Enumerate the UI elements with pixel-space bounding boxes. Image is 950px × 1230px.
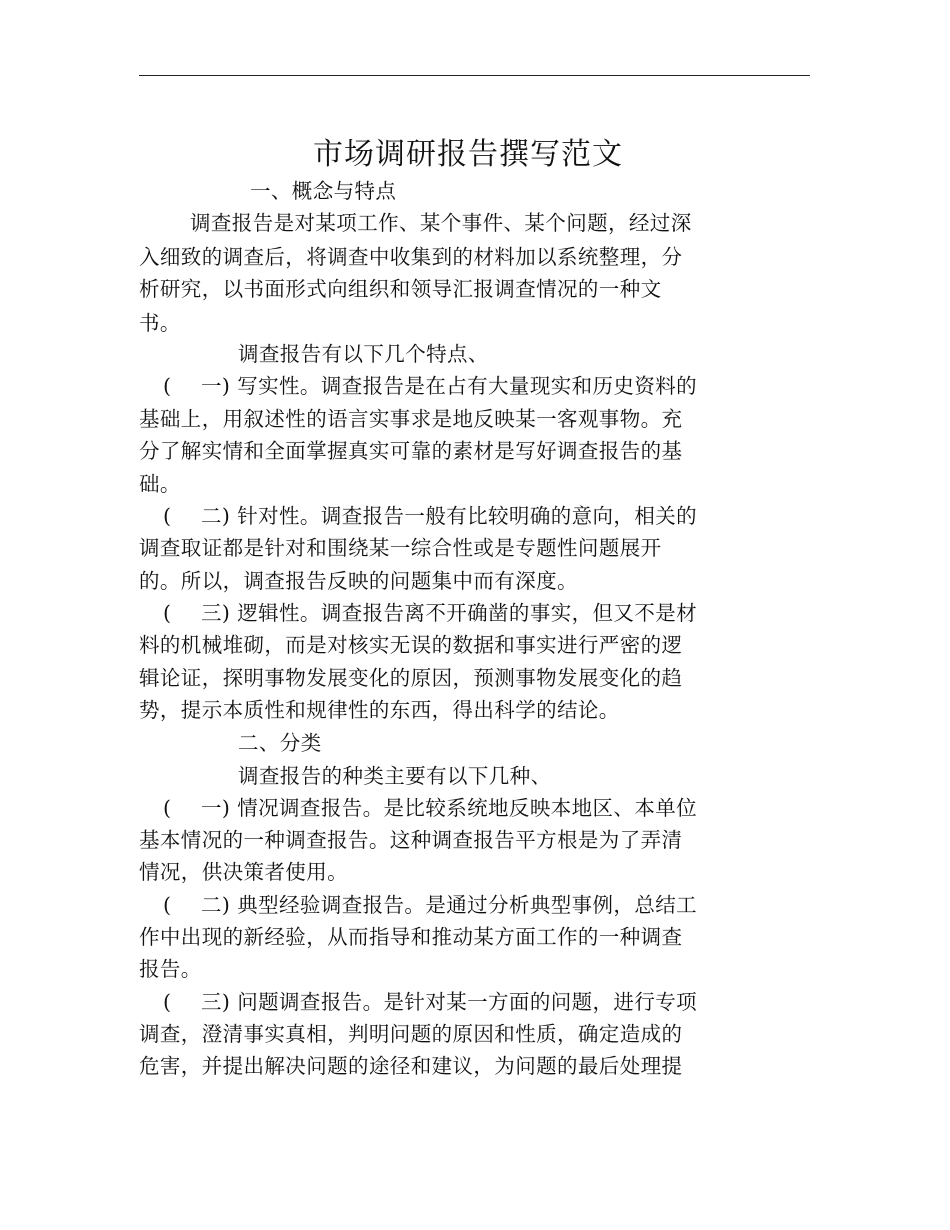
list-item-first-line [163, 987, 697, 1017]
item-number: ( 三) [163, 601, 231, 625]
page-title: 市场调研报告撰写范文 [313, 137, 623, 172]
paragraph-line: 调查，澄清事实真相，判明问题的原因和性质，确定造成的 [139, 1022, 683, 1046]
paragraph-line: 危害，并提出解决问题的途径和建议，为问题的最后处理提 [139, 1054, 683, 1078]
paragraph-line: 基础上，用叙述性的语言实事求是地反映某一客观事物。充 [139, 407, 683, 431]
item-text: 针对性。调查报告一般有比较明确的意向，相关的 [237, 504, 698, 528]
paragraph-line: 情况，供决策者使用。 [139, 860, 348, 884]
item-number: ( 二) [163, 893, 231, 917]
list-item-first-line [163, 598, 697, 628]
paragraph-line: 分了解实情和全面掌握真实可靠的素材是写好调查报告的基 [139, 439, 683, 463]
paragraph-line: 础。 [139, 472, 181, 496]
item-number: ( 二) [163, 504, 231, 528]
paragraph-line: 调查报告是对某项工作、某个事件、某个问题，经过深 [190, 211, 692, 235]
paragraph-line: 料的机械堆砌，而是对核实无误的数据和事实进行严密的逻 [139, 633, 683, 657]
item-number: ( 一) [163, 374, 231, 398]
item-text: 逻辑性。调查报告离不开确凿的事实，但又不是材 [237, 601, 698, 625]
item-number: ( 一) [163, 796, 231, 820]
paragraph-line: 入细致的调查后，将调查中收集到的材料加以系统整理，分 [139, 245, 683, 269]
item-text: 典型经验调查报告。是通过分析典型事例，总结工 [237, 893, 698, 917]
section-intro-2: 调查报告的种类主要有以下几种、 [238, 764, 552, 788]
section-heading-1: 一、概念与特点 [250, 179, 397, 203]
paragraph-line: 报告。 [139, 957, 202, 981]
paragraph-line: 书。 [139, 311, 181, 335]
paragraph-line: 的。所以，调查报告反映的问题集中而有深度。 [139, 569, 578, 593]
paragraph-line: 析研究，以书面形式向组织和领导汇报调查情况的一种文 [139, 277, 662, 301]
list-item-first-line [163, 793, 697, 823]
paragraph-line: 势，提示本质性和规律性的东西，得出科学的结论。 [139, 698, 620, 722]
paragraph-line: 调查取证都是针对和围绕某一综合性或是专题性问题展开 [139, 536, 662, 560]
header-rule [139, 75, 810, 76]
paragraph-line: 基本情况的一种调查报告。这种调查报告平方根是为了弄清 [139, 828, 683, 852]
section-intro-1: 调查报告有以下几个特点、 [238, 342, 489, 366]
item-text: 写实性。调查报告是在占有大量现实和历史资料的 [237, 374, 698, 398]
paragraph-line: 辑论证，探明事物发展变化的原因，预测事物发展变化的趋 [139, 666, 683, 690]
item-text: 情况调查报告。是比较系统地反映本地区、本单位 [237, 796, 698, 820]
item-number: ( 三) [163, 990, 231, 1014]
list-item-first-line [163, 371, 697, 401]
list-item-first-line [163, 501, 697, 531]
section-heading-2: 二、分类 [238, 731, 322, 755]
item-text: 问题调查报告。是针对某一方面的问题，进行专项 [237, 990, 698, 1014]
paragraph-line: 作中出现的新经验，从而指导和推动某方面工作的一种调查 [139, 925, 683, 949]
list-item-first-line [163, 890, 697, 920]
